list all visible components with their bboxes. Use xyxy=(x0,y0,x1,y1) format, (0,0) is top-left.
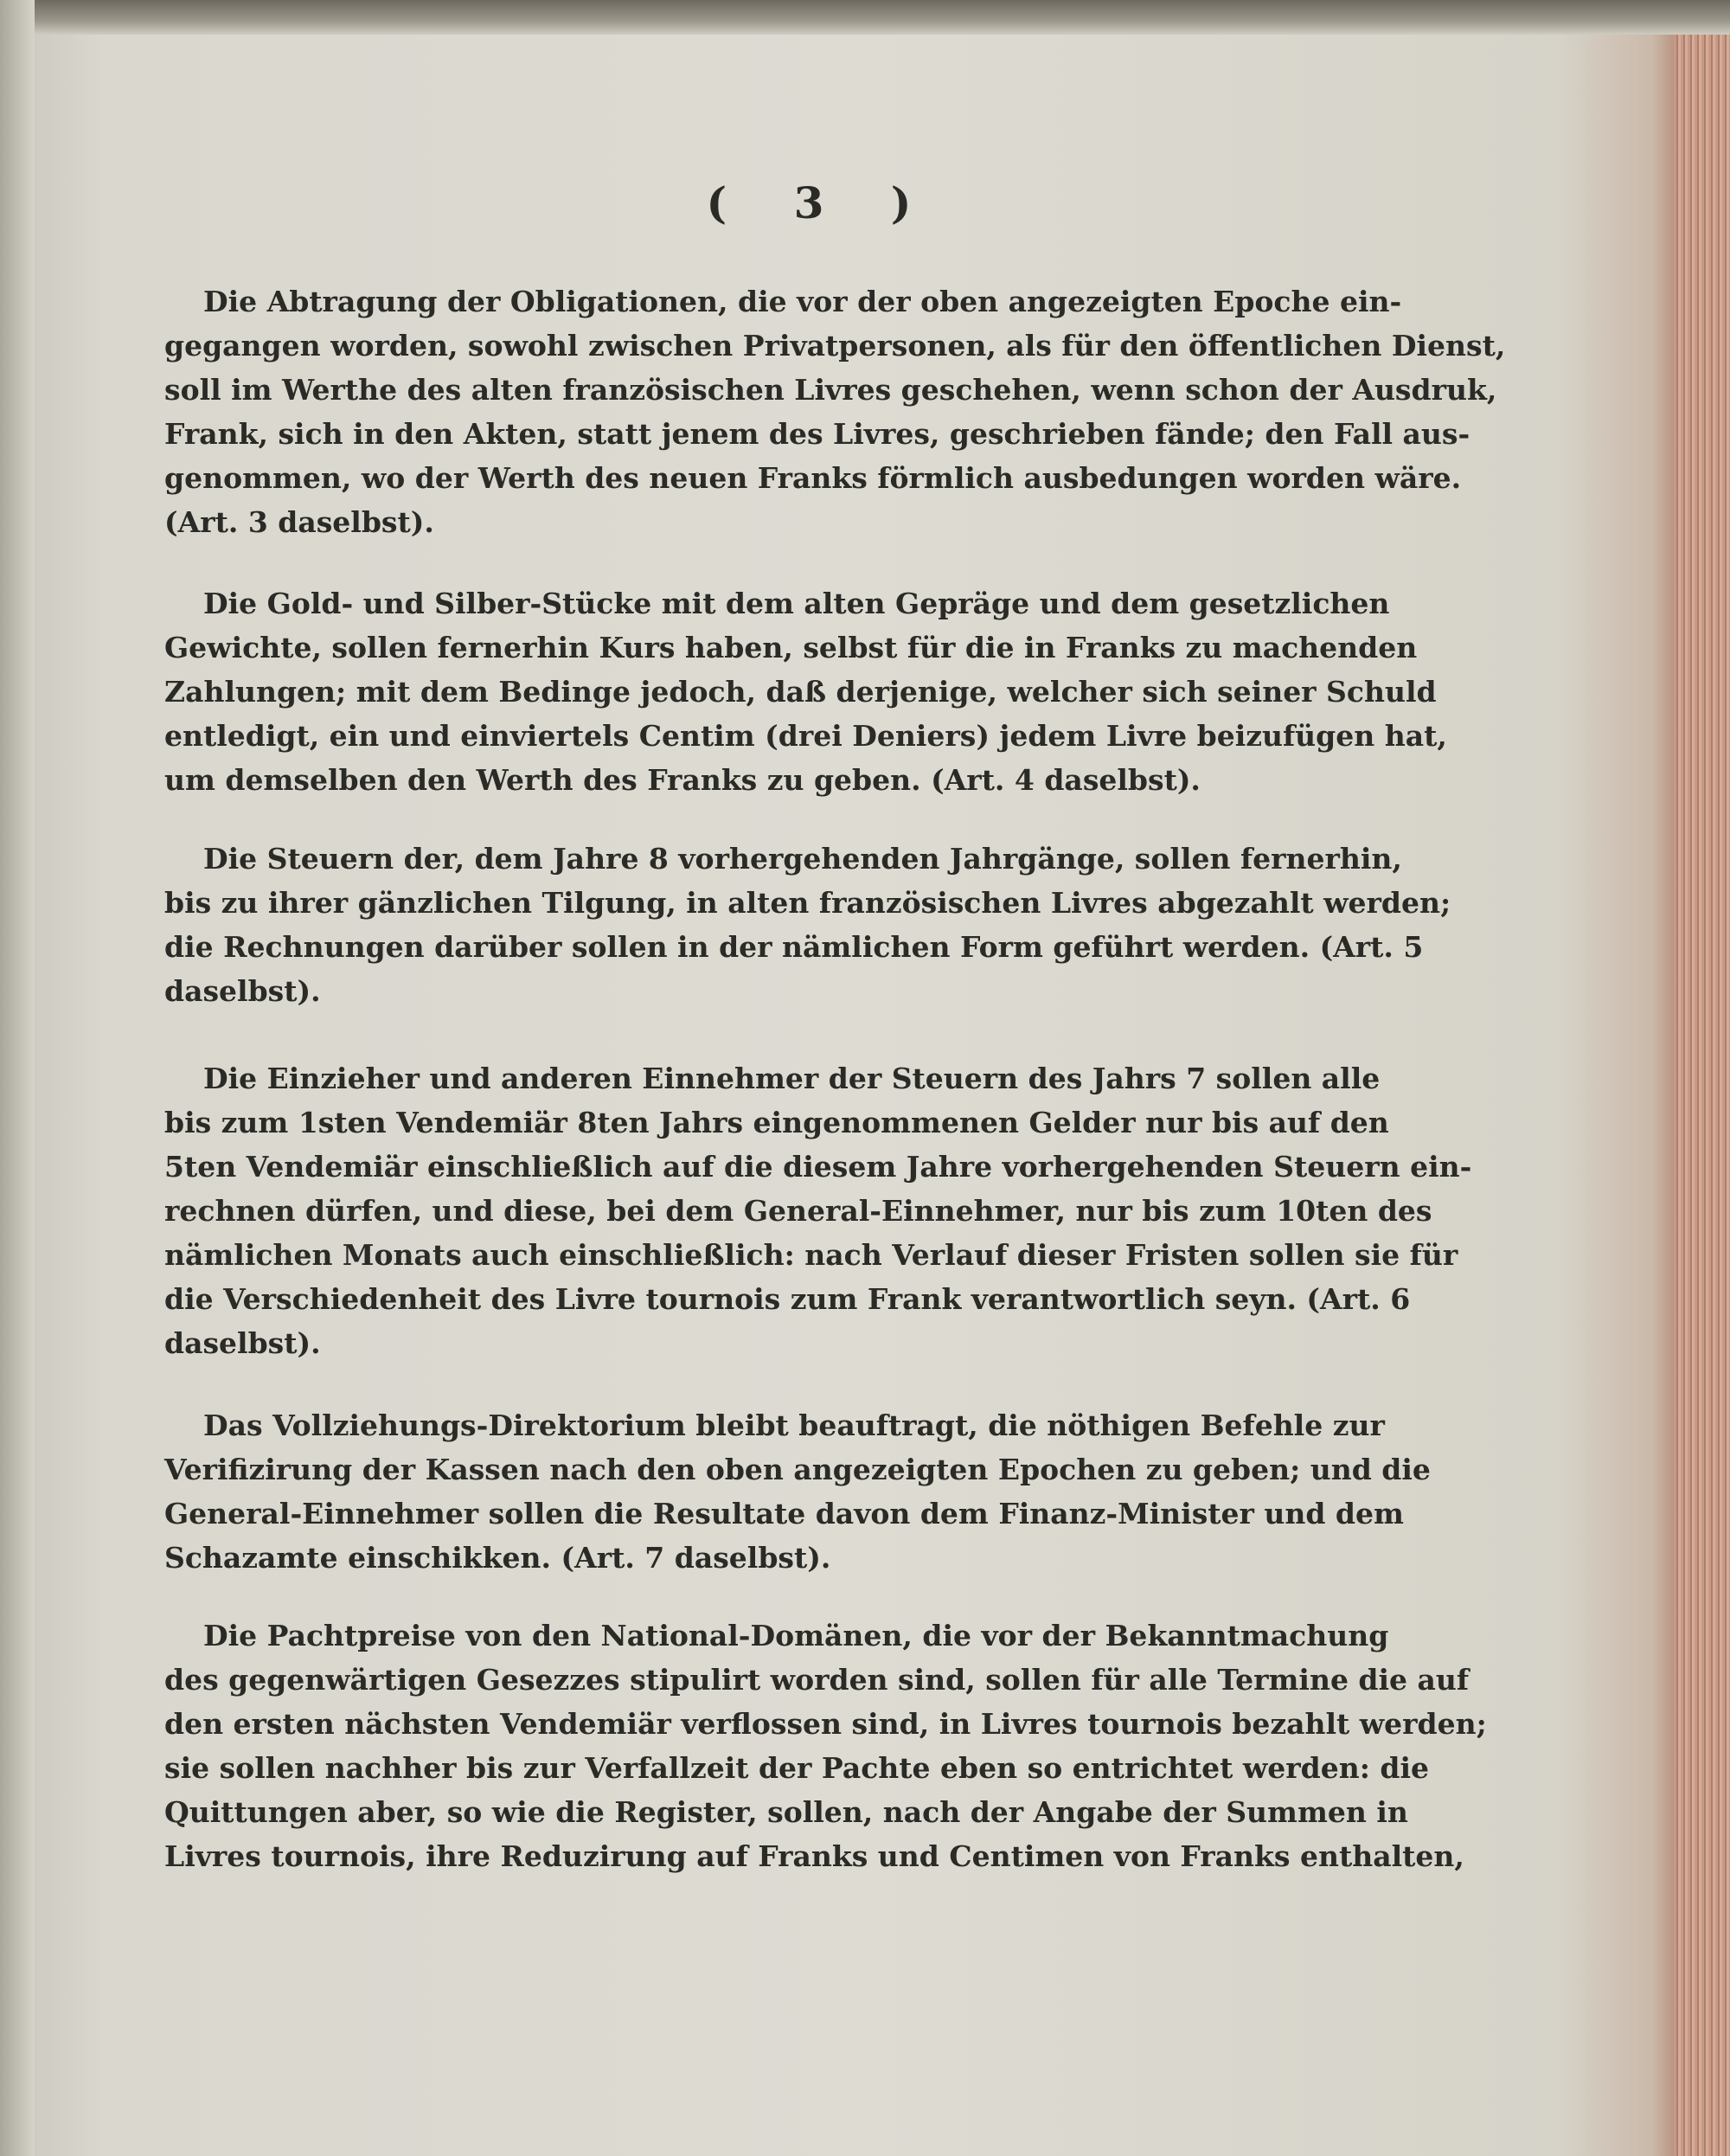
text-line: Die Abtragung der Obligationen, die vor der oben angezeigten Epoche ein- xyxy=(203,285,1402,318)
paragraph xyxy=(164,1614,1487,1878)
text-line: Quittungen aber, so wie die Register, sollen, nach der Angabe der Summen in xyxy=(164,1795,1408,1829)
text-line: die Verschiedenheit des Livre tournois zum Frank verantwortlich seyn. (Art. 6 xyxy=(164,1282,1411,1316)
text-line: Livres tournois, ihre Reduzirung auf Franks und Centimen von Franks enthalten, xyxy=(164,1839,1464,1873)
paragraph xyxy=(164,279,1506,544)
text-line: (Art. 3 daselbst). xyxy=(164,505,434,539)
text-line: den ersten nächsten Vendemiär verflossen sind, in Livres tournois bezahlt werden; xyxy=(164,1707,1487,1741)
gutter-shadow xyxy=(0,0,35,2156)
text-line: gegangen worden, sowohl zwischen Privatpersonen, als für den öffentlichen Dienst, xyxy=(164,329,1506,363)
text-line: des gegenwärtigen Gesezzes stipulirt worden sind, sollen für alle Termine die auf xyxy=(164,1663,1470,1697)
text-line: Die Einzieher und anderen Einnehmer der Steuern des Jahrs 7 sollen alle xyxy=(203,1062,1381,1095)
text-line: um demselben den Werth des Franks zu geben. (Art. 4 daselbst). xyxy=(164,763,1201,797)
text-line: bis zu ihrer gänzlichen Tilgung, in alten französischen Livres abgezahlt werden; xyxy=(164,886,1451,920)
paragraph xyxy=(164,581,1447,802)
text-line: Verifizirung der Kassen nach den oben angezeigten Epochen zu geben; und die xyxy=(164,1453,1431,1486)
text-line: 5ten Vendemiär einschließlich auf die diesem Jahre vorhergehenden Steuern ein- xyxy=(164,1150,1472,1184)
text-line: die Rechnungen darüber sollen in der nämlichen Form geführt werden. (Art. 5 xyxy=(164,930,1424,964)
text-line: nämlichen Monats auch einschließlich: nach Verlauf dieser Fristen sollen sie für xyxy=(164,1238,1458,1272)
text-line: Die Gold- und Silber-Stücke mit dem alten Gepräge und dem gesetzlichen xyxy=(203,587,1390,620)
text-line: daselbst). xyxy=(164,974,321,1008)
text-line: Schazamte einschikken. (Art. 7 daselbst). xyxy=(164,1541,831,1575)
page-number: ( 3 ) xyxy=(706,177,938,228)
text-line: sie sollen nachher bis zur Verfallzeit der Pachte eben so entrichtet werden: die xyxy=(164,1751,1429,1785)
text-line: Das Vollziehungs-Direktorium bleibt beauftragt, die nöthigen Befehle zur xyxy=(203,1408,1385,1442)
text-line: daselbst). xyxy=(164,1326,321,1360)
page-edges xyxy=(1674,35,1730,2156)
text-line: soll im Werthe des alten französischen Livres geschehen, wenn schon der Ausdruk, xyxy=(164,373,1497,407)
text-line: rechnen dürfen, und diese, bei dem General-Einnehmer, nur bis zum 10ten des xyxy=(164,1194,1432,1228)
text-line: Frank, sich in den Akten, statt jenem des Livres, geschrieben fände; den Fall aus- xyxy=(164,417,1470,451)
text-line: General-Einnehmer sollen die Resultate davon dem Finanz-Minister und dem xyxy=(164,1497,1404,1530)
text-line: bis zum 1sten Vendemiär 8ten Jahrs eingenommenen Gelder nur bis auf den xyxy=(164,1106,1389,1139)
book-top-edge xyxy=(0,0,1730,35)
text-line: Die Pachtpreise von den National-Domänen, die vor der Bekanntmachung xyxy=(203,1619,1389,1652)
paragraph xyxy=(164,1403,1431,1580)
paragraph xyxy=(164,1056,1472,1365)
text-line: genommen, wo der Werth des neuen Franks förmlich ausbedungen worden wäre. xyxy=(164,461,1462,495)
text-line: entledigt, ein und einviertels Centim (drei Deniers) jedem Livre beizufügen hat, xyxy=(164,719,1447,753)
text-line: Die Steuern der, dem Jahre 8 vorhergehenden Jahrgänge, sollen fernerhin, xyxy=(203,842,1402,876)
paragraph xyxy=(164,837,1451,1013)
text-line: Gewichte, sollen fernerhin Kurs haben, selbst für die in Franks zu machenden xyxy=(164,631,1418,664)
text-line: Zahlungen; mit dem Bedinge jedoch, daß derjenige, welcher sich seiner Schuld xyxy=(164,675,1437,709)
